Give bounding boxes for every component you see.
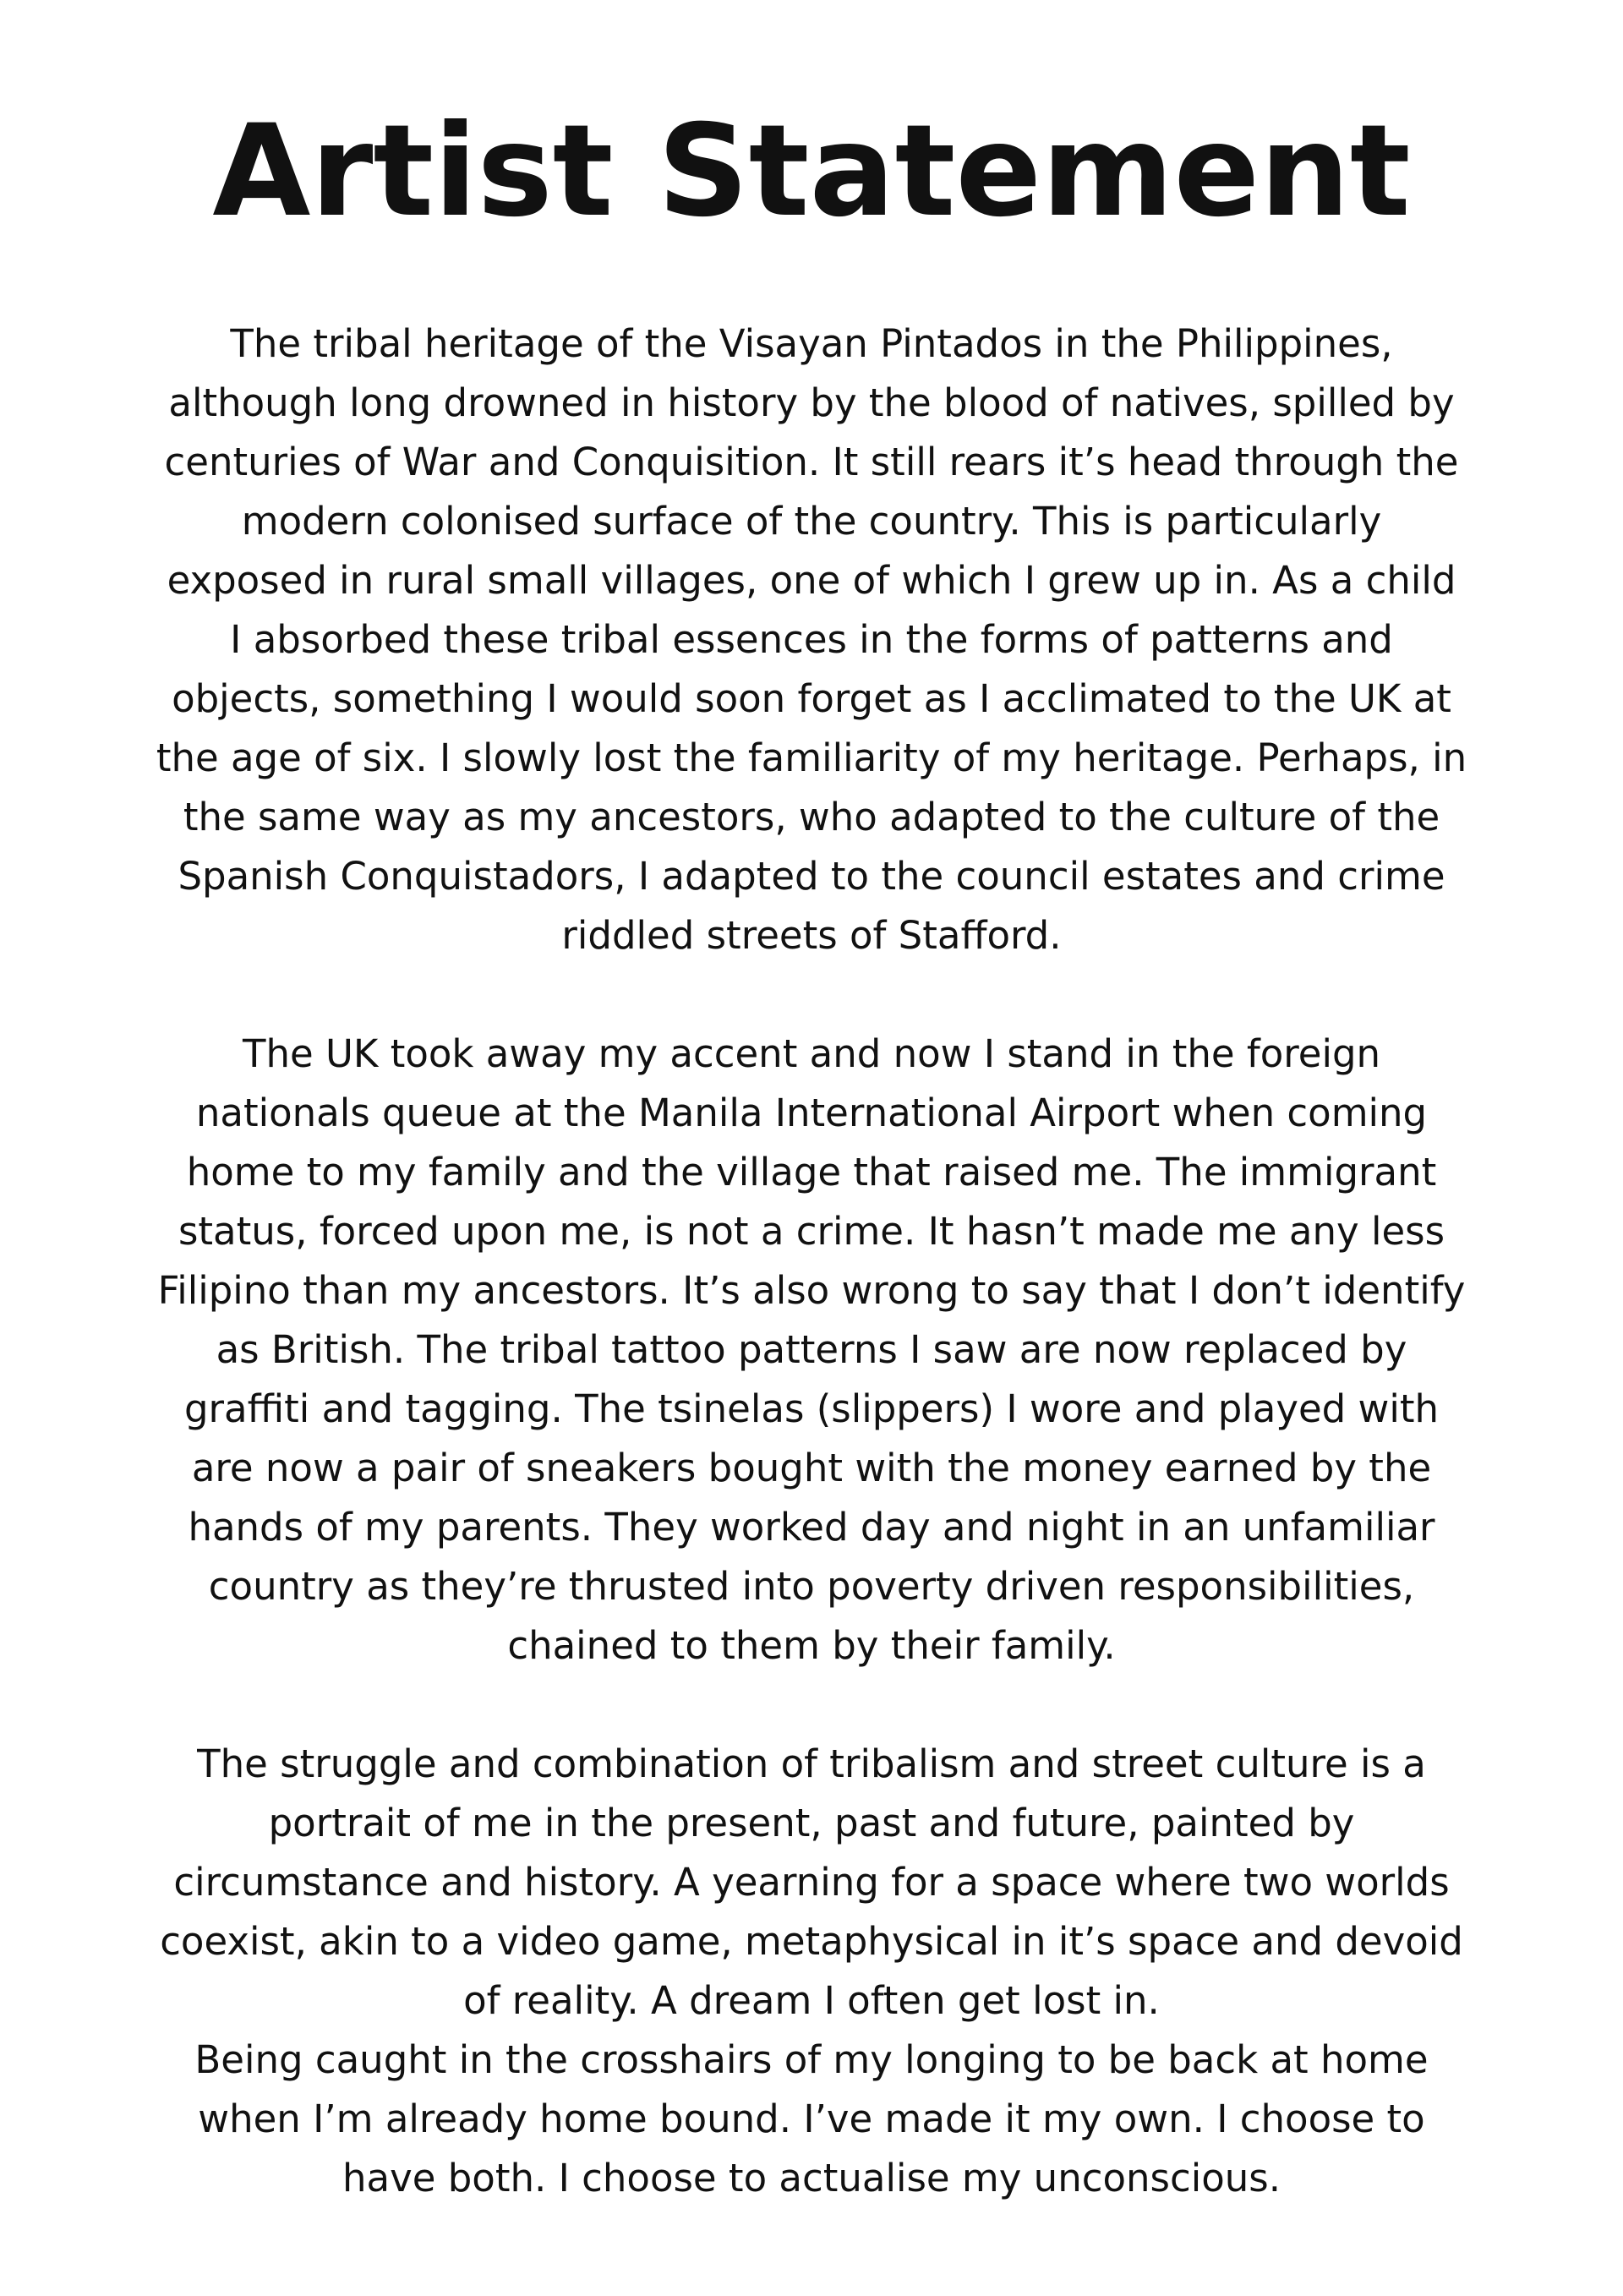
text-line: portrait of me in the present, past and future, painted by (268, 1801, 1355, 1845)
text-line: home to my family and the village that raised me. The immigrant (186, 1150, 1437, 1194)
paragraph-spacer (118, 1676, 1505, 1735)
text-line: The struggle and combination of tribalism and street culture is a (197, 1741, 1426, 1786)
text-line: are now a pair of sneakers bought with the money earned by the (191, 1446, 1432, 1490)
text-line: Being caught in the crosshairs of my longing to be back at home (194, 2037, 1429, 2082)
text-line: chained to them by their family. (507, 1623, 1116, 1668)
text-line: coexist, akin to a video game, metaphysical in it’s space and devoid (160, 1919, 1463, 1964)
text-line: the same way as my ancestors, who adapted to the culture of the (183, 795, 1440, 839)
text-line: country as they’re thrusted into poverty driven responsibilities, (208, 1564, 1415, 1609)
page-title: Artist Statement (212, 98, 1411, 245)
text-line: hands of my parents. They worked day and night in an unfamiliar (188, 1505, 1435, 1550)
statement-body (118, 314, 1505, 2208)
statement-paragraph-3 (118, 1735, 1505, 2208)
text-line: Spanish Conquistadors, I adapted to the council estates and crime (178, 854, 1445, 899)
text-line: exposed in rural small villages, one of which I grew up in. As a child (167, 558, 1456, 603)
text-line: The tribal heritage of the Visayan Pintados in the Philippines, (230, 321, 1393, 366)
text-line: Filipino than my ancestors. It’s also wrong to say that I don’t identify (157, 1268, 1466, 1313)
text-line: of reality. A dream I often get lost in. (463, 1978, 1160, 2023)
text-line: although long drowned in history by the blood of natives, spilled by (168, 380, 1455, 425)
text-line: the age of six. I slowly lost the familiarity of my heritage. Perhaps, in (156, 735, 1467, 780)
text-line: graffiti and tagging. The tsinelas (slippers) I wore and played with (183, 1386, 1440, 1431)
text-line: when I’m already home bound. I’ve made it my own. I choose to (198, 2096, 1425, 2141)
text-line: circumstance and history. A yearning for a space where two worlds (173, 1860, 1450, 1905)
text-line: as British. The tribal tattoo patterns I saw are now replaced by (216, 1327, 1407, 1372)
text-line: objects, something I would soon forget as I acclimated to the UK at (172, 676, 1451, 721)
statement-paragraph-1 (118, 314, 1505, 965)
text-line: The UK took away my accent and now I stand in the foreign (242, 1031, 1381, 1076)
text-line: have both. I choose to actualise my unconscious. (342, 2156, 1281, 2200)
statement-paragraph-2 (118, 1025, 1505, 1676)
text-line: status, forced upon me, is not a crime. It hasn’t made me any less (178, 1209, 1445, 1254)
text-line: I absorbed these tribal essences in the forms of patterns and (230, 617, 1393, 662)
text-line: modern colonised surface of the country. This is particularly (241, 499, 1382, 544)
text-line: riddled streets of Stafford. (561, 913, 1062, 958)
text-line: centuries of War and Conquisition. It still rears it’s head through the (164, 440, 1459, 484)
text-line: nationals queue at the Manila International Airport when coming (195, 1091, 1428, 1135)
paragraph-spacer (118, 965, 1505, 1025)
